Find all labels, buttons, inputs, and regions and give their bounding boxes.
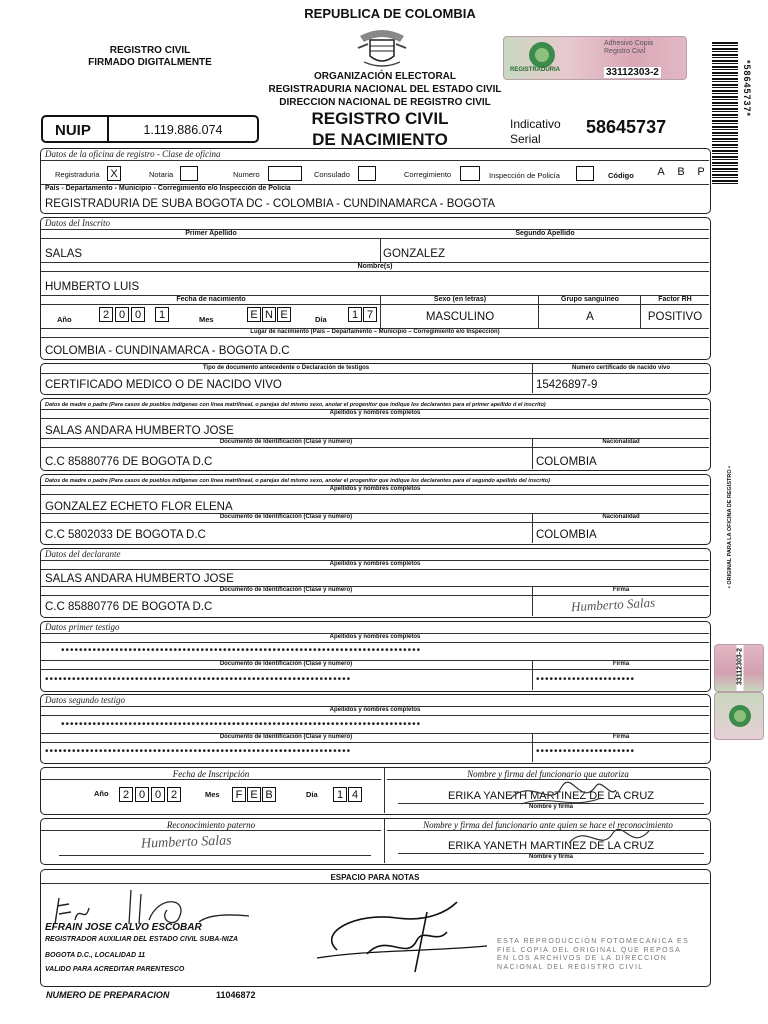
tipo-documento-label: Tipo de documento antecedente o Declaración de testigos <box>202 365 370 371</box>
testigo-1-nombres-blank: •••••••••••••••••••••••••••••••••••••••••••••••••••••••••••••••••••••••••••••••• <box>61 647 422 655</box>
funcionario-reconocimiento-signature-icon <box>561 815 661 859</box>
side-security-stamp-2 <box>714 692 764 740</box>
inscripcion-section <box>40 767 711 815</box>
tipo-documento-section <box>40 363 711 395</box>
numero-certificado-label: Numero certificado de nacido vivo <box>571 365 671 371</box>
side-security-stamp-1 <box>714 644 764 692</box>
declarante-doc: C.C 85880776 DE BOGOTA D.C <box>45 601 213 613</box>
funcionario-autoriza-label: Nombre y firma del funcionario que autoriza <box>467 769 629 779</box>
stamp-number: 33112303-2 <box>606 67 659 78</box>
notas-section <box>40 869 711 987</box>
nuip-label: NUIP <box>55 122 91 139</box>
codigo-a: A <box>657 166 665 178</box>
barcode-icon <box>712 42 738 186</box>
reconocimiento-label: Reconocimiento paterno <box>166 820 256 830</box>
reconocimiento-signature: Humberto Salas <box>140 833 232 852</box>
nombres-label: Nombre(s) <box>357 263 393 270</box>
inscripcion-mes-label: Mes <box>205 790 220 799</box>
nuip-box <box>41 115 259 143</box>
codigo-b: B <box>677 166 685 178</box>
firmado-digitalmente-label: FIRMADO DIGITALMENTE <box>88 57 212 68</box>
numero-preparacion-label: NUMERO DE PREPARACION <box>46 990 170 1000</box>
inscripcion-dia-label: Día <box>306 790 318 799</box>
registro-civil-label: REGISTRO CIVIL <box>109 45 191 56</box>
grupo-sanguineo-value: A <box>586 311 594 323</box>
declarante-signature: Humberto Salas <box>570 594 656 615</box>
numero-field[interactable] <box>268 166 302 181</box>
ubicacion-value: REGISTRADURIA DE SUBA BOGOTA DC - COLOMBIA - CUNDINAMARCA - BOGOTA <box>45 198 496 210</box>
barcode-text: *58645737* <box>742 60 752 118</box>
inscripcion-anio-digit-3: 0 <box>151 787 165 802</box>
codigo-p: P <box>697 166 705 178</box>
progenitor-2-nombres: GONZALEZ ECHETO FLOR ELENA <box>45 501 233 513</box>
declarante-doc-label: Documento de Identificación (Clase y numero) <box>219 587 353 593</box>
director-signature-icon <box>297 892 497 982</box>
dia-digit-2: 7 <box>363 307 377 322</box>
side-stamp-number: 33112303-2 <box>737 644 744 692</box>
indicativo-serial-value: 58645737 <box>586 117 667 137</box>
testigo-1-doc-label: Documento de Identificación (Clase y numero) <box>219 661 353 667</box>
oficina-section <box>40 148 711 214</box>
consulado-checkbox[interactable] <box>358 166 376 181</box>
progenitor-2-note: Datos de madre o padre (Para casos de pueblos indígenas con línea matrilineal, o parejas del mismo sexo, anotar el progenitor que indique los declarantes para el segundo apellido del inscrito) <box>45 478 550 484</box>
inscripcion-mes-letter-1: F <box>232 787 246 802</box>
testigo-2-doc-blank: •••••••••••••••••••••••••••••••••••••••••••••••••••••••••••••••••••• <box>45 748 352 756</box>
primer-apellido: SALAS <box>45 248 83 260</box>
testigo-1-title: Datos primer testigo <box>45 622 120 632</box>
mes-letter-1: E <box>247 307 261 322</box>
testigo-2-section <box>40 694 711 764</box>
coat-of-arms-icon <box>354 22 410 70</box>
declarante-firma-label: Firma <box>612 587 630 593</box>
fecha-nacimiento-label: Fecha de nacimiento <box>176 296 246 303</box>
progenitor-1-nac-label: Nacionalidad <box>602 439 640 445</box>
stamp-text1: Adhesivo Copia <box>604 40 654 47</box>
progenitor-1-doc: C.C 85880776 DE BOGOTA D.C <box>45 456 213 468</box>
org-direccion: DIRECCION NACIONAL DE REGISTRO CIVIL <box>279 97 491 108</box>
progenitor-2-section <box>40 474 711 545</box>
progenitor-2-doc: C.C 5802033 DE BOGOTA D.C <box>45 529 206 541</box>
lugar-nacimiento: COLOMBIA - CUNDINAMARCA - BOGOTA D.C <box>45 345 290 357</box>
segundo-apellido-label: Segundo Apellido <box>515 230 575 237</box>
mes-letter-2: N <box>262 307 276 322</box>
fotocopia-line-2: FIEL COPIA DEL ORIGINAL QUE REPOSA <box>497 946 682 954</box>
doc-title-line1: REGISTRO CIVIL <box>311 109 449 128</box>
notaria-label: Notaria <box>149 170 174 179</box>
inspeccion-checkbox[interactable] <box>576 166 594 181</box>
valido-parentesco: VALIDO PARA ACREDITAR PARENTESCO <box>45 966 185 973</box>
numero-label: Numero <box>233 170 260 179</box>
ubicacion-label: País - Departamento - Municipio - Corregimiento e/o Inspección de Policía <box>45 185 291 192</box>
notas-title: ESPACIO PARA NOTAS <box>330 873 420 882</box>
dia-digit-1: 1 <box>348 307 362 322</box>
original-oficina-note: • ORIGINAL PARA LA OFICINA DE REGISTRO • <box>727 465 733 589</box>
inscripcion-anio-digit-1: 2 <box>119 787 133 802</box>
grupo-sanguineo-label: Grupo sanguíneo <box>561 296 619 303</box>
factor-rh-label: Factor RH <box>658 296 692 303</box>
mes-label: Mes <box>199 315 214 324</box>
inscripcion-anio-digit-4: 2 <box>167 787 181 802</box>
anio-digit-1: 2 <box>99 307 113 322</box>
inscrito-title: Datos del Inscrito <box>45 218 110 228</box>
declarante-title: Datos del declarante <box>45 549 121 559</box>
progenitor-2-nac: COLOMBIA <box>536 529 597 541</box>
inscripcion-anio-label: Año <box>94 789 109 798</box>
side-stamp-emblem-icon <box>725 701 755 731</box>
fotocopia-line-4: NACIONAL DEL REGISTRO CIVIL <box>497 963 644 971</box>
testigo-2-firma-label: Firma <box>612 734 630 740</box>
inscripcion-dia-digit-1: 1 <box>333 787 347 802</box>
fecha-inscripcion-label: Fecha de Inscripción <box>172 769 250 779</box>
testigo-1-nombres-label: Apellidos y nombres completos <box>329 634 421 640</box>
inscripcion-mes-letter-3: B <box>262 787 276 802</box>
dia-label: Día <box>315 315 327 324</box>
declarante-section <box>40 548 711 618</box>
country-title: REPUBLICA DE COLOMBIA <box>304 6 476 21</box>
primer-apellido-label: Primer Apellido <box>185 230 237 237</box>
testigo-1-firma-blank: •••••••••••••••••••••• <box>536 676 636 684</box>
registraduria-checkbox[interactable]: X <box>107 166 121 181</box>
anio-digit-3: 0 <box>131 307 145 322</box>
progenitor-2-nac-label: Nacionalidad <box>602 514 640 520</box>
fotocopia-certification <box>497 938 689 972</box>
progenitor-1-doc-label: Documento de Identificación (Clase y numero) <box>219 439 353 445</box>
progenitor-1-nombres: SALAS ANDARA HUMBERTO JOSE <box>45 425 234 437</box>
lugar-nacimiento-label: Lugar de nacimiento (País – Departamento – Municipio – Corregimiento e/o Inspección) <box>250 329 500 335</box>
registrador-localidad: BOGOTA D.C., LOCALIDAD 11 <box>45 952 146 959</box>
testigo-2-nombres-blank: •••••••••••••••••••••••••••••••••••••••••••••••••••••••••••••••••••••••••••••••• <box>61 721 422 729</box>
serial-label: Serial <box>510 132 541 146</box>
testigo-2-nombres-label: Apellidos y nombres completos <box>329 707 421 713</box>
testigo-2-doc-label: Documento de Identificación (Clase y numero) <box>219 734 353 740</box>
inscrito-section <box>40 217 711 360</box>
declarante-nombres: SALAS ANDARA HUMBERTO JOSE <box>45 573 234 585</box>
progenitor-2-nombres-label: Apellidos y nombres completos <box>329 486 421 492</box>
corregimiento-label: Corregimiento <box>404 170 452 179</box>
doc-title-line2: DE NACIMIENTO <box>312 130 448 149</box>
testigo-1-doc-blank: •••••••••••••••••••••••••••••••••••••••••••••••••••••••••••••••••••• <box>45 676 352 684</box>
inscripcion-mes-letter-2: E <box>247 787 261 802</box>
codigo-label: Código <box>608 171 634 180</box>
numero-certificado: 15426897-9 <box>536 379 598 391</box>
progenitor-1-nombres-label: Apellidos y nombres completos <box>329 410 421 416</box>
stamp-registraduria: REGISTRADURIA <box>510 67 561 73</box>
funcionario-reconocimiento-label: Nombre y firma del funcionario ante quien se hace el reconocimiento <box>423 820 673 830</box>
tipo-documento: CERTIFICADO MEDICO O DE NACIDO VIVO <box>45 379 282 391</box>
inscripcion-anio-digit-2: 0 <box>135 787 149 802</box>
testigo-1-section <box>40 621 711 692</box>
registrador-nombre: EFRAIN JOSE CALVO ESCOBAR <box>45 922 202 933</box>
nombre-firma-label-2: Nombre y firma <box>528 854 573 860</box>
org-registraduria: REGISTRADURIA NACIONAL DEL ESTADO CIVIL <box>268 84 502 95</box>
reconocimiento-section <box>40 818 711 865</box>
fotocopia-line-1: ESTA REPRODUCCIÓN FOTOMECANICA ES <box>497 938 690 945</box>
declarante-nombres-label: Apellidos y nombres completos <box>329 561 421 567</box>
testigo-1-firma-label: Firma <box>612 661 630 667</box>
nombres: HUMBERTO LUIS <box>45 281 140 293</box>
sexo-label: Sexo (en letras) <box>433 296 487 303</box>
org-electoral: ORGANIZACIÓN ELECTORAL <box>313 71 457 82</box>
indicativo-label: Indicativo <box>510 117 561 131</box>
registraduria-label: Registraduria <box>55 170 100 179</box>
inspeccion-label: Inspección de Policía <box>489 171 560 180</box>
segundo-apellido: GONZALEZ <box>383 248 445 260</box>
fotocopia-line-3: EN LOS ARCHIVOS DE LA DIRECCION <box>497 955 668 962</box>
mes-letter-3: E <box>277 307 291 322</box>
security-stamp <box>503 36 687 80</box>
progenitor-1-section <box>40 398 711 471</box>
corregimiento-checkbox[interactable] <box>460 166 480 181</box>
funcionario-autoriza: ERIKA YANETH MARTINEZ DE LA CRUZ <box>448 790 654 802</box>
progenitor-2-doc-label: Documento de Identificación (Clase y numero) <box>219 514 353 520</box>
anio-digit-4: 1 <box>155 307 169 322</box>
notaria-checkbox[interactable] <box>180 166 198 181</box>
testigo-2-firma-blank: •••••••••••••••••••••• <box>536 748 636 756</box>
anio-label: Año <box>57 315 72 324</box>
inscripcion-dia-digit-2: 4 <box>348 787 362 802</box>
oficina-title: Datos de la oficina de registro - Clase de oficina <box>45 149 221 159</box>
registrador-cargo: REGISTRADOR AUXILIAR DEL ESTADO CIVIL SUBA-NIZA <box>45 936 239 943</box>
factor-rh-value: POSITIVO <box>647 311 703 323</box>
consulado-label: Consulado <box>314 170 350 179</box>
progenitor-1-nac: COLOMBIA <box>536 456 597 468</box>
nuip-value: 1.119.886.074 <box>143 123 223 137</box>
nombre-firma-label-1: Nombre y firma <box>528 804 573 810</box>
numero-preparacion-value: 11046872 <box>216 990 256 1000</box>
funcionario-signature-icon <box>501 768 621 812</box>
funcionario-reconocimiento: ERIKA YANETH MARTINEZ DE LA CRUZ <box>448 840 654 852</box>
testigo-2-title: Datos segundo testigo <box>45 695 125 705</box>
progenitor-1-note: Datos de madre o padre (Para casos de pueblos indígenas con línea matrilineal, o parejas del mismo sexo, anotar el progenitor que indique los declarantes para el primer apellido d el inscrito) <box>45 402 546 408</box>
stamp-text2: Registro Civil <box>604 48 646 55</box>
anio-digit-2: 0 <box>115 307 129 322</box>
sexo-value: MASCULINO <box>425 311 495 323</box>
